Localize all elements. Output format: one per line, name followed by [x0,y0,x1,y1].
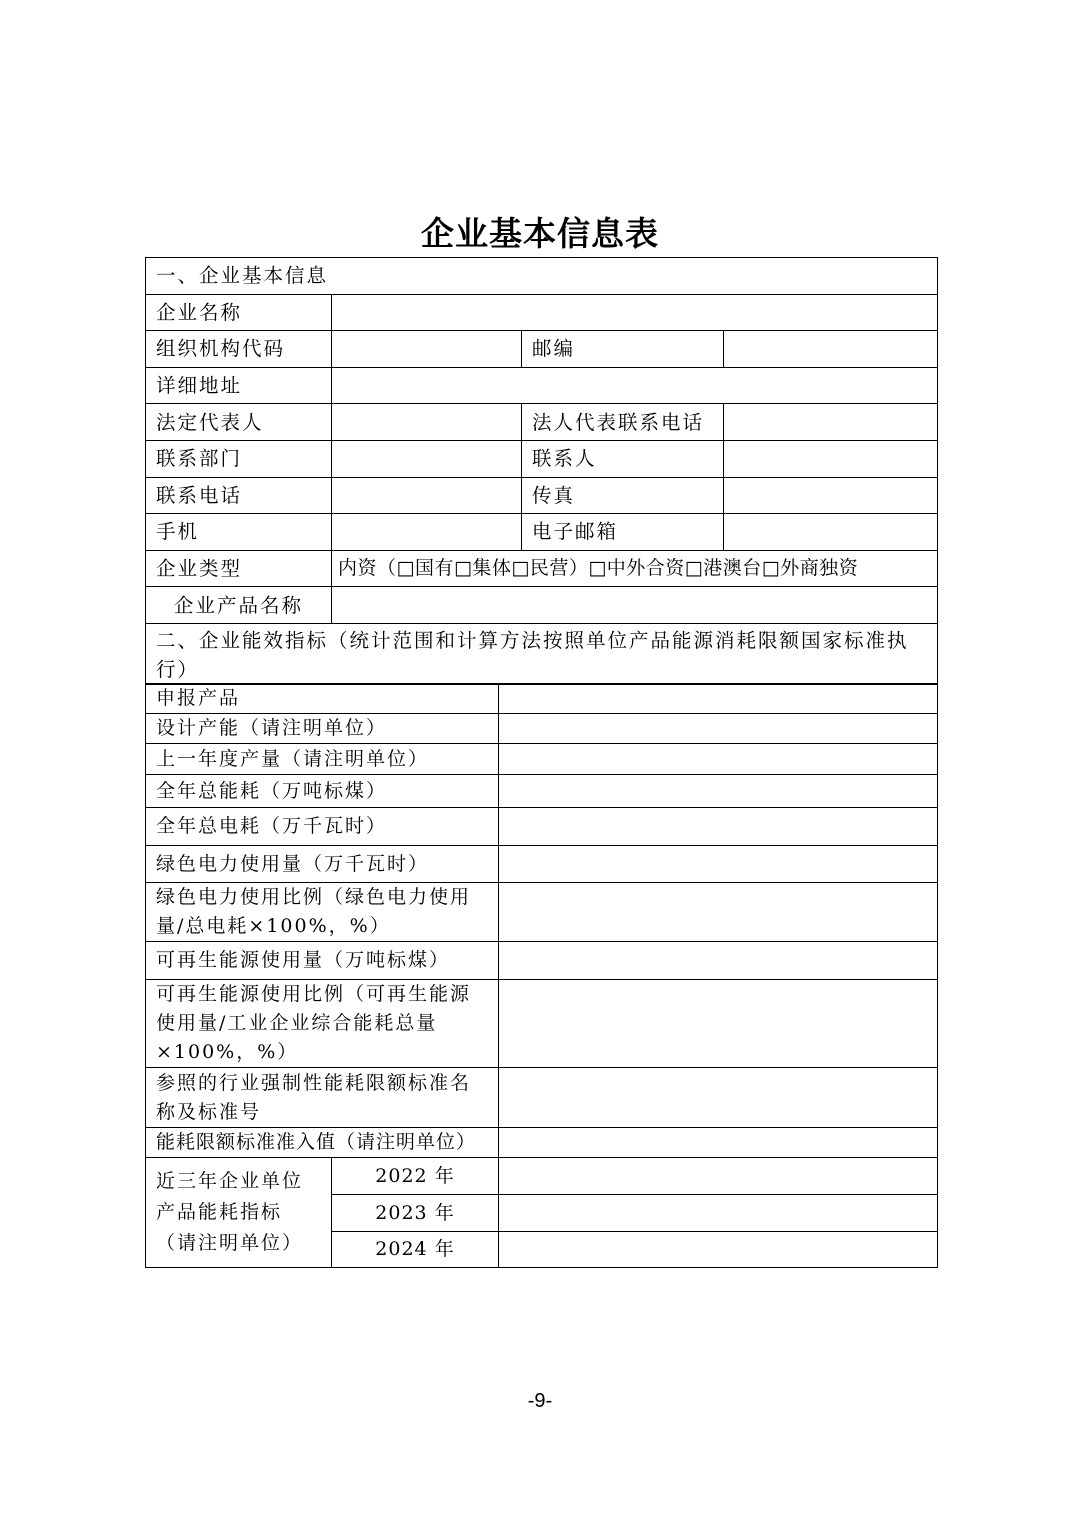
phone-label: 联系电话 [146,477,332,514]
basic-info-table [145,257,938,685]
metric-value[interactable] [499,1128,938,1158]
metric-label: 可再生能源使用比例（可再生能源使用量/工业企业综合能耗总量×100%，%） [146,980,499,1068]
year-label-2023: 2023 年 [332,1195,499,1232]
legal-rep-field[interactable] [332,404,522,441]
metric-value[interactable] [499,980,938,1068]
metric-value[interactable] [499,883,938,942]
type-label: 企业类型 [146,550,332,587]
legal-rep-phone-field[interactable] [724,404,938,441]
address-label: 详细地址 [146,367,332,404]
metric-value[interactable] [499,775,938,808]
postcode-field[interactable] [724,331,938,368]
type-options[interactable]: 内资（□国有□集体□民营）□中外合资□港澳台□外商独资 [332,550,938,587]
metric-label: 全年总能耗（万吨标煤） [146,775,499,808]
org-code-label: 组织机构代码 [146,331,332,368]
year-value-2023[interactable] [499,1195,938,1232]
metric-value[interactable] [499,1068,938,1128]
dept-field[interactable] [332,440,522,477]
recent-years-label: 近三年企业单位产品能耗指标（请注明单位） [146,1158,332,1268]
product-name-label: 企业产品名称 [146,587,332,624]
year-value-2024[interactable] [499,1232,938,1268]
metric-label: 全年总电耗（万千瓦时） [146,808,499,846]
energy-efficiency-table [145,683,938,1268]
dept-label: 联系部门 [146,440,332,477]
mobile-label: 手机 [146,514,332,551]
metric-value[interactable] [499,942,938,980]
contact-label: 联系人 [522,440,724,477]
company-name-label: 企业名称 [146,294,332,331]
fax-label: 传真 [522,477,724,514]
metric-label: 绿色电力使用比例（绿色电力使用量/总电耗×100%，%） [146,883,499,942]
legal-rep-label: 法定代表人 [146,404,332,441]
section1-heading: 一、企业基本信息 [146,258,938,295]
email-field[interactable] [724,514,938,551]
year-label-2024: 2024 年 [332,1232,499,1268]
contact-field[interactable] [724,440,938,477]
phone-field[interactable] [332,477,522,514]
postcode-label: 邮编 [522,331,724,368]
metric-label: 可再生能源使用量（万吨标煤） [146,942,499,980]
metric-label: 上一年度产量（请注明单位） [146,744,499,775]
year-value-2022[interactable] [499,1158,938,1195]
legal-rep-phone-label: 法人代表联系电话 [522,404,724,441]
metric-label: 申报产品 [146,684,499,714]
address-field[interactable] [332,367,938,404]
org-code-field[interactable] [332,331,522,368]
metric-value[interactable] [499,846,938,883]
email-label: 电子邮箱 [522,514,724,551]
metric-label: 能耗限额标准准入值（请注明单位） [146,1128,499,1158]
page-title: 企业基本信息表 [421,214,659,253]
mobile-field[interactable] [332,514,522,551]
metric-value[interactable] [499,744,938,775]
metric-value[interactable] [499,714,938,744]
fax-field[interactable] [724,477,938,514]
product-name-field[interactable] [332,587,938,624]
metric-label: 设计产能（请注明单位） [146,714,499,744]
metric-value[interactable] [499,808,938,846]
page-number: -9- [527,1390,553,1412]
metric-label: 绿色电力使用量（万千瓦时） [146,846,499,883]
metric-value[interactable] [499,684,938,714]
metric-label: 参照的行业强制性能耗限额标准名称及标准号 [146,1068,499,1128]
section2-heading: 二、企业能效指标（统计范围和计算方法按照单位产品能源消耗限额国家标准执行） [146,623,938,684]
year-label-2022: 2022 年 [332,1158,499,1195]
company-name-field[interactable] [332,294,938,331]
